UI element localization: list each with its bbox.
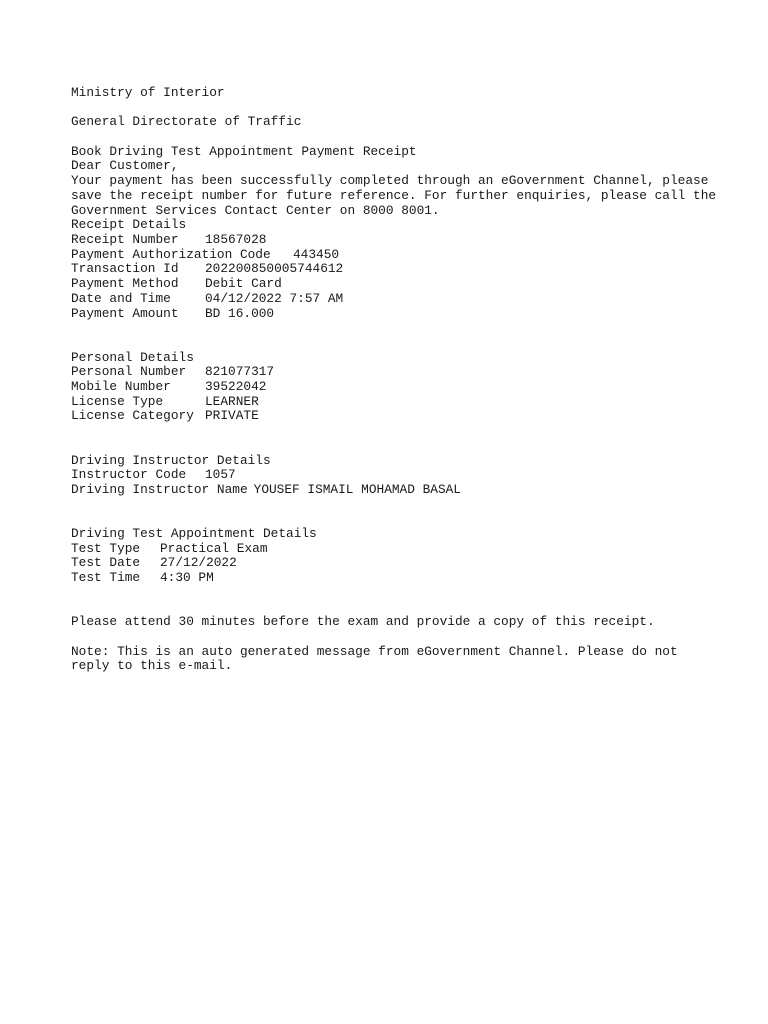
mobile-number-row xyxy=(71,380,721,395)
directorate-name: General Directorate of Traffic xyxy=(71,114,302,130)
personal-details-heading: Personal Details xyxy=(71,349,194,365)
authorization-code-value: 443450 xyxy=(293,246,340,262)
test-type-value: Practical Exam xyxy=(160,540,268,556)
license-category-value: PRIVATE xyxy=(205,408,259,424)
license-type-label: License Type xyxy=(71,393,164,409)
transaction-id-label: Transaction Id xyxy=(71,261,179,277)
test-date-row xyxy=(71,556,721,571)
personal-number-label: Personal Number xyxy=(71,364,187,380)
appointment-details-heading: Driving Test Appointment Details xyxy=(71,526,317,542)
instructor-code-value: 1057 xyxy=(205,467,236,483)
test-type-label: Test Type xyxy=(71,540,141,556)
test-type-row xyxy=(71,542,721,557)
test-date-label: Test Date xyxy=(71,555,141,571)
intro-paragraph: Your payment has been successfully completed through an eGovernment Channel, please save the receipt number for future reference. For further enquiries, please call the Government Services Contact Center on 8000 8001. xyxy=(71,173,717,218)
test-time-row xyxy=(71,571,721,586)
date-time-row xyxy=(71,292,721,307)
receipt-number-value: 18567028 xyxy=(205,232,267,247)
personal-details-section xyxy=(71,351,721,425)
receipt-title: Book Driving Test Appointment Payment Receipt xyxy=(71,143,417,159)
test-time-label: Test Time xyxy=(71,570,141,586)
payment-method-label: Payment Method xyxy=(71,276,179,292)
mobile-number-value: 39522042 xyxy=(205,379,267,395)
greeting: Dear Customer, xyxy=(71,158,179,174)
receipt-details-heading: Receipt Details xyxy=(71,217,187,233)
attendance-note: Please attend 30 minutes before the exam and provide a copy of this receipt. xyxy=(71,614,655,630)
authorization-code-row xyxy=(71,248,721,263)
test-time-value: 4:30 PM xyxy=(160,570,214,586)
payment-method-row xyxy=(71,277,721,292)
personal-number-row xyxy=(71,365,721,380)
appointment-details-section xyxy=(71,527,721,586)
instructor-code-row xyxy=(71,468,721,483)
authorization-code-label: Payment Authorization Code xyxy=(71,246,271,262)
license-category-label: License Category xyxy=(71,408,194,424)
receipt-number-label: Receipt Number xyxy=(71,232,179,247)
payment-method-value: Debit Card xyxy=(205,276,282,292)
personal-number-value: 821077317 xyxy=(205,364,275,380)
mobile-number-label: Mobile Number xyxy=(71,379,171,395)
instructor-name-label: Driving Instructor Name xyxy=(71,481,248,497)
instructor-details-heading: Driving Instructor Details xyxy=(71,452,271,468)
transaction-id-row xyxy=(71,262,721,277)
ministry-name: Ministry of Interior xyxy=(71,85,225,100)
instructor-name-row xyxy=(71,483,721,498)
auto-generated-note: Note: This is an auto generated message from eGovernment Channel. Please do not reply to this e-mail. xyxy=(71,643,678,674)
license-type-row xyxy=(71,395,721,410)
receipt-document xyxy=(71,86,721,674)
transaction-id-value: 202200850005744612 xyxy=(205,261,344,277)
instructor-details-section xyxy=(71,454,721,498)
license-category-row xyxy=(71,409,721,424)
instructor-code-label: Instructor Code xyxy=(71,467,187,483)
date-time-value: 04/12/2022 7:57 AM xyxy=(205,290,344,306)
payment-amount-row xyxy=(71,307,721,322)
receipt-details-section xyxy=(71,218,721,321)
license-type-value: LEARNER xyxy=(205,393,259,409)
receipt-number-row xyxy=(71,233,721,248)
payment-amount-label: Payment Amount xyxy=(71,305,179,321)
test-date-value: 27/12/2022 xyxy=(160,555,237,571)
instructor-name-value: YOUSEF ISMAIL MOHAMAD BASAL xyxy=(253,481,461,497)
date-time-label: Date and Time xyxy=(71,290,171,306)
payment-amount-value: BD 16.000 xyxy=(205,305,275,321)
